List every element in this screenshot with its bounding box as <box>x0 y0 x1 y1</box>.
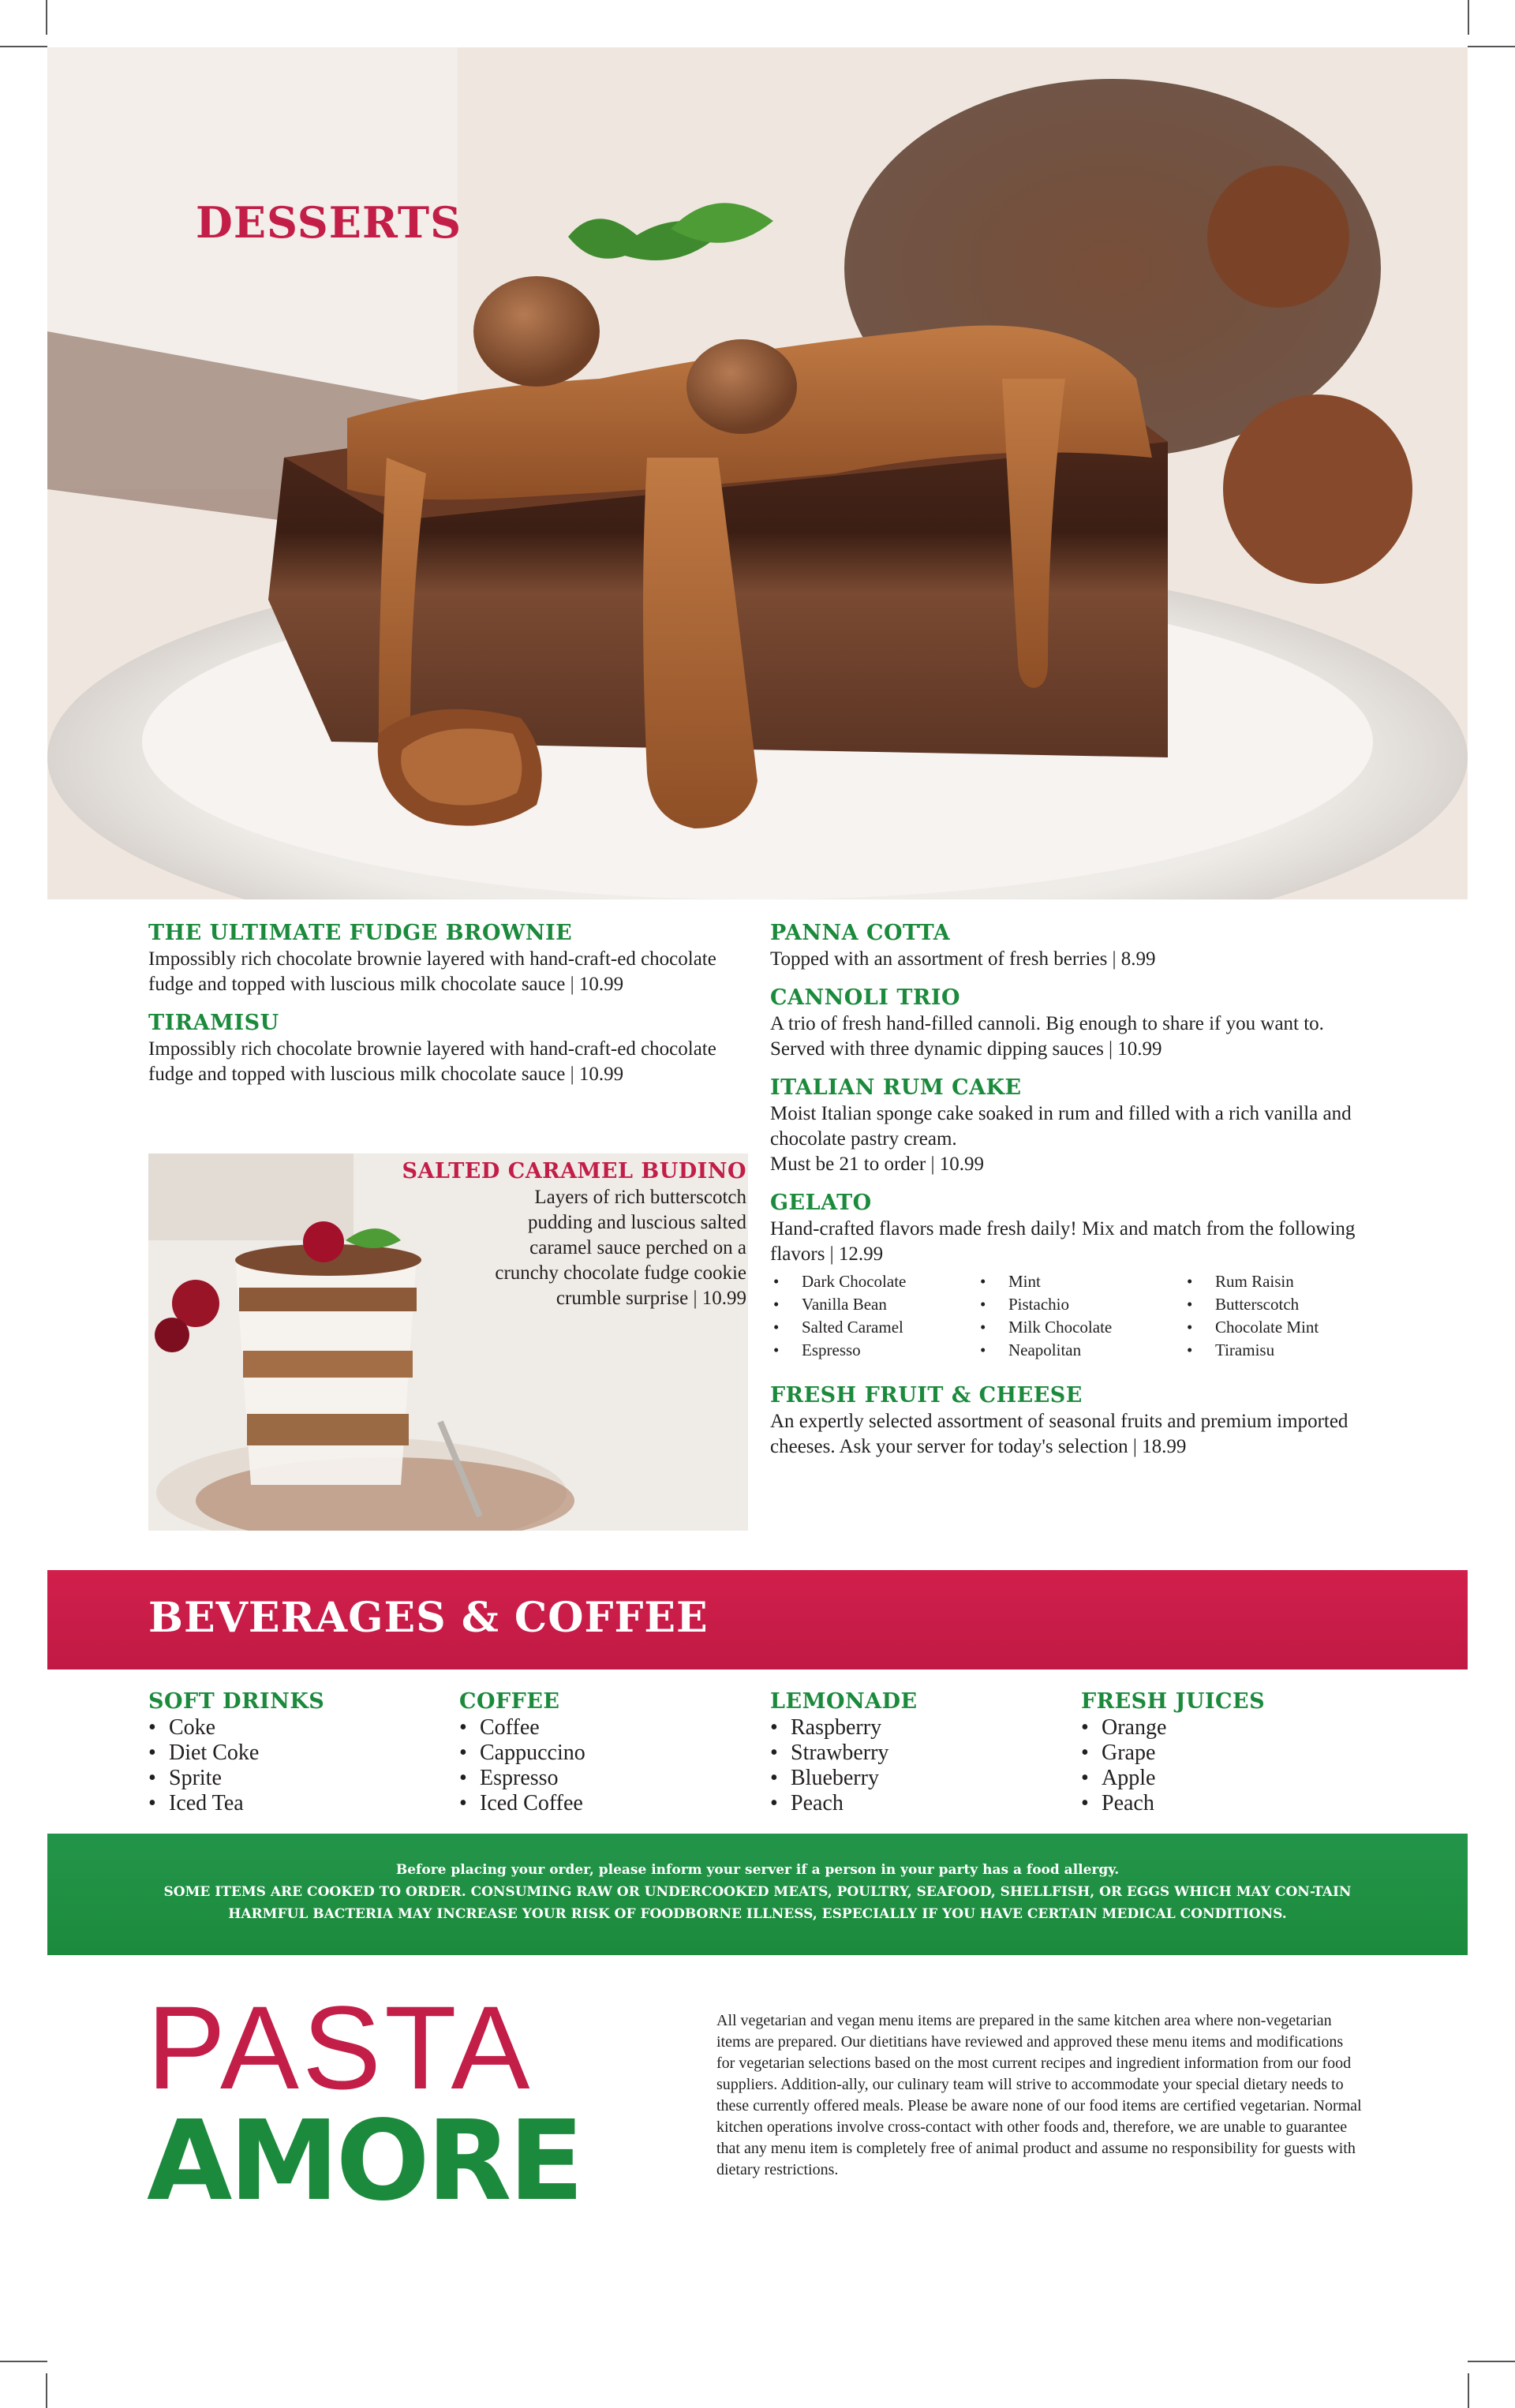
crop-mark <box>1468 2373 1469 2408</box>
flavor-item: • Milk Chocolate <box>977 1316 1184 1339</box>
item-description: Layers of rich butterscotch pudding and luscious salted caramel sauce perched on a crunchy chocolate fudge cookie crumble surprise | 10.99 <box>495 1187 746 1309</box>
flavor-item: • Espresso <box>770 1339 977 1362</box>
vegetarian-disclaimer: All vegetarian and vegan menu items are prepared in the same kitchen area where non-vegetarian items are prepared. Our dietitians have reviewed and approved these menu items and modifications for vegetarian selections based on the most current recipes and ingredient information from our food suppliers. Addition-ally, our culinary team will strive to accommodate your special dietary needs to these currently offered meals. Please be aware none of our food items are certified vegetarian. Normal kitchen operations involve cross-contact with other foods and, therefore, we are unable to guarantee that any menu item is completely free of animal product and assume no responsibility for guests with dietary restrictions. <box>716 2012 1362 2178</box>
flavor-item: • Rum Raisin <box>1184 1270 1357 1293</box>
logo-amore-text: AMORE <box>147 2097 582 2226</box>
item-name: CANNOLI TRIO <box>770 985 961 1010</box>
item-description: A trio of fresh hand-filled cannoli. Big enough to share if you want to. Served with three dynamic dipping sauces | 10.99 <box>770 1013 1324 1060</box>
beverage-item: • Apple <box>1081 1766 1389 1791</box>
beverage-item: • Iced Tea <box>148 1791 456 1816</box>
beverage-item: • Diet Coke <box>148 1741 456 1766</box>
item-name: GELATO <box>770 1191 872 1215</box>
flavor-item: • Butterscotch <box>1184 1293 1357 1316</box>
pasta-amore-logo <box>147 1981 636 2226</box>
item-description: Impossibly rich chocolate brownie layered with hand-craft-ed chocolate fudge and topped with luscious milk chocolate sauce | 10.99 <box>148 948 716 995</box>
crop-mark <box>1468 0 1469 35</box>
beverage-item: • Peach <box>770 1791 1078 1816</box>
beverage-item: • Grape <box>1081 1741 1389 1766</box>
beverage-column-fresh-juices <box>1081 1688 1389 1816</box>
brownie-illustration <box>47 47 1468 899</box>
beverage-heading: COFFEE <box>459 1689 560 1714</box>
beverage-item: • Iced Coffee <box>459 1791 767 1816</box>
item-description: Topped with an assortment of fresh berries | 8.99 <box>770 948 1156 970</box>
menu-item <box>148 920 745 997</box>
item-description: An expertly selected assortment of seasonal fruits and premium imported cheeses. Ask your server for today's selection | 18.99 <box>770 1411 1349 1457</box>
menu-item <box>770 1382 1370 1460</box>
beverage-item: • Coke <box>148 1715 456 1741</box>
item-name: TIRAMISU <box>148 1011 279 1035</box>
flavor-item: • Vanilla Bean <box>770 1293 977 1316</box>
beverage-column-lemonade <box>770 1688 1078 1816</box>
beverage-item: • Peach <box>1081 1791 1389 1816</box>
desserts-title: DESSERTS <box>196 197 462 248</box>
crop-mark <box>0 2361 47 2362</box>
beverages-title: BEVERAGES & COFFEE <box>148 1594 709 1642</box>
beverage-heading: LEMONADE <box>770 1689 918 1714</box>
beverage-item: • Strawberry <box>770 1741 1078 1766</box>
item-name: SALTED CARAMEL BUDINO <box>402 1159 746 1183</box>
desserts-right-column <box>770 920 1370 1472</box>
flavor-item: • Salted Caramel <box>770 1316 977 1339</box>
flavor-item: • Chocolate Mint <box>1184 1316 1357 1339</box>
desserts-left-column <box>148 920 745 1100</box>
crop-mark <box>1468 46 1515 47</box>
item-note: Must be 21 to order | 10.99 <box>770 1154 984 1175</box>
menu-item <box>770 920 1370 972</box>
dessert-hero-photo <box>47 47 1468 899</box>
beverage-item: • Orange <box>1081 1715 1389 1741</box>
flavor-item: • Dark Chocolate <box>770 1270 977 1293</box>
item-description: Hand-crafted flavors made fresh daily! Mix and match from the following flavors | 12.99 <box>770 1218 1356 1265</box>
gelato-flavor-list <box>770 1270 1370 1362</box>
beverage-column-soft-drinks <box>148 1688 456 1816</box>
beverage-item: • Sprite <box>148 1766 456 1791</box>
beverage-item: • Coffee <box>459 1715 767 1741</box>
flavor-item: • Neapolitan <box>977 1339 1184 1362</box>
menu-item <box>770 1075 1370 1177</box>
logo-pasta-text: PASTA <box>147 1981 533 2114</box>
crop-mark <box>1468 2361 1515 2362</box>
item-name: ITALIAN RUM CAKE <box>770 1075 1022 1100</box>
beverage-column-coffee <box>459 1688 767 1816</box>
allergy-notice-band <box>47 1834 1468 1955</box>
crop-mark <box>0 46 47 47</box>
beverage-item: • Espresso <box>459 1766 767 1791</box>
item-name: FRESH FRUIT & CHEESE <box>770 1383 1083 1408</box>
beverage-item: • Cappuccino <box>459 1741 767 1766</box>
beverage-heading: SOFT DRINKS <box>148 1689 325 1714</box>
item-name: PANNA COTTA <box>770 921 951 945</box>
flavor-item: • Tiramisu <box>1184 1339 1357 1362</box>
item-description: Moist Italian sponge cake soaked in rum and filled with a rich vanilla and chocolate pastry cream. <box>770 1103 1352 1150</box>
item-description: Impossibly rich chocolate brownie layered with hand-craft-ed chocolate fudge and topped with luscious milk chocolate sauce | 10.99 <box>148 1038 716 1085</box>
beverage-item: • Raspberry <box>770 1715 1078 1741</box>
menu-item-gelato <box>770 1190 1370 1362</box>
menu-item <box>148 1010 745 1087</box>
flavor-item: • Mint <box>977 1270 1184 1293</box>
allergy-notice-line: Before placing your order, please inform your server if a person in your party has a food allergy. <box>395 1862 1120 1878</box>
item-name: THE ULTIMATE FUDGE BROWNIE <box>148 921 573 945</box>
featured-item <box>379 1158 746 1311</box>
allergy-warning-text: SOME ITEMS ARE COOKED TO ORDER. CONSUMING RAW OR UNDERCOOKED MEATS, POULTRY, SEAFOOD, SHELLFISH, OR EGGS WHICH MAY CON-TAIN HARMFUL BACTERIA MAY INCREASE YOUR RISK OF FOODBORNE ILLNESS, ESPECIALLY IF YOU HAVE CERTAIN MEDICAL CONDITIONS. <box>163 1884 1352 1922</box>
crop-mark <box>46 0 47 35</box>
beverage-item: • Blueberry <box>770 1766 1078 1791</box>
menu-item <box>770 985 1370 1062</box>
crop-mark <box>46 2373 47 2408</box>
beverages-header-band <box>47 1570 1468 1670</box>
beverage-heading: FRESH JUICES <box>1081 1689 1266 1714</box>
flavor-item: • Pistachio <box>977 1293 1184 1316</box>
